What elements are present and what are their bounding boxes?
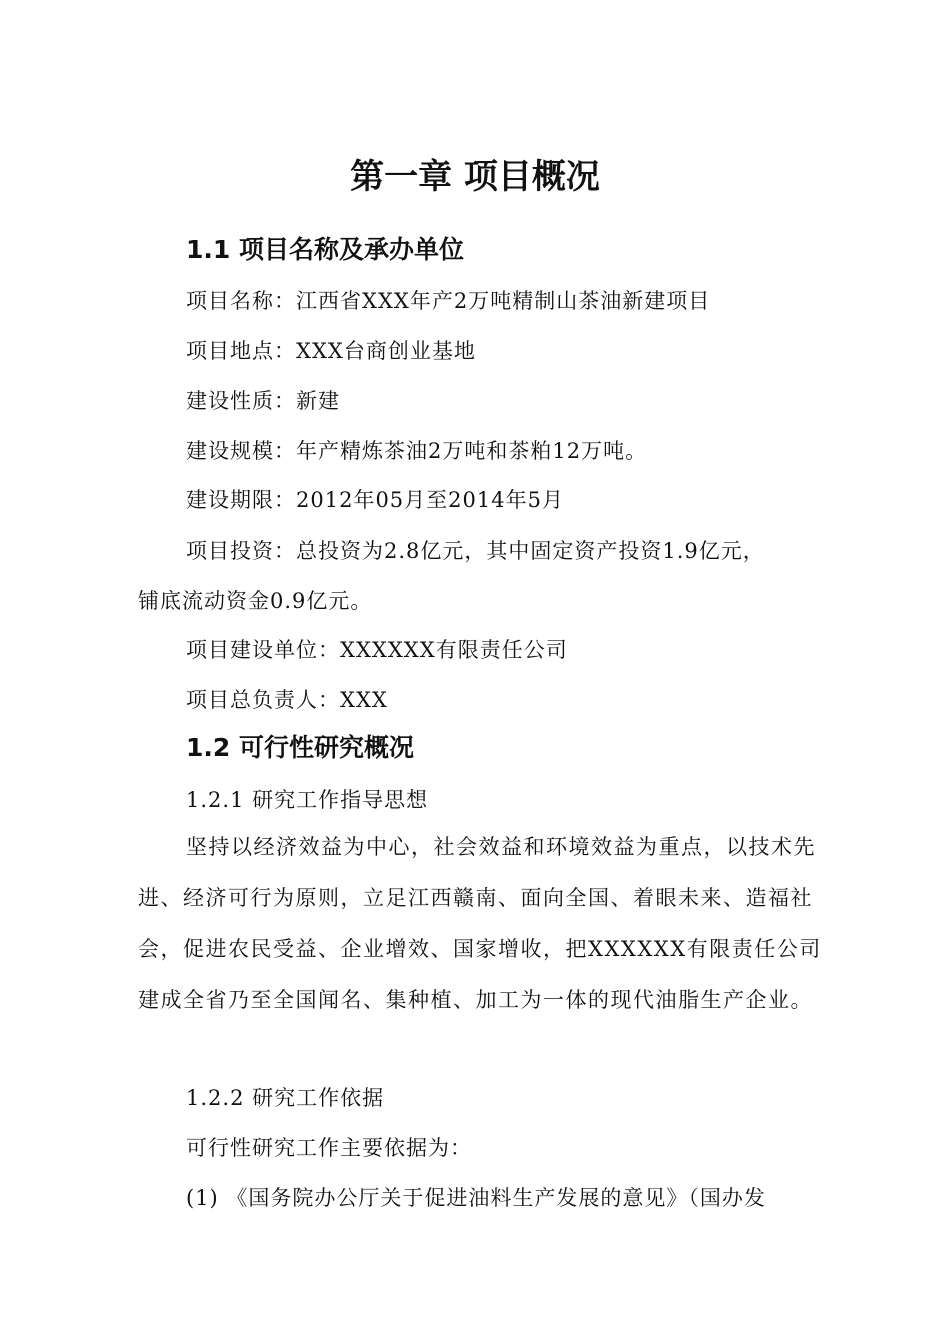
project-investment-line: 项目投资：总投资为2.8亿元，其中固定资产投资1.9亿元， [186,539,765,563]
guiding-thought-paragraph [138,822,838,1026]
project-name-line: 项目名称：江西省XXX年产2万吨精制山茶油新建项目 [186,289,711,313]
guiding-thought-text: 坚持以经济效益为中心，社会效益和环境效益为重点，以技术先进、经济可行为原则，立足江西赣南、面向全国、着眼未来、造福社会，促进农民受益、企业增效、国家增收，把XXXXXX有限责任公司建成全省乃至全国闻名、集种植、加工为一体的现代油脂生产企业。 [138,835,822,1012]
section-heading-1-2: 1.2 可行性研究概况 [186,733,414,762]
subsection-heading-1-2-1: 1.2.1 研究工作指导思想 [186,788,429,812]
chapter-title: 第一章 项目概况 [350,157,600,197]
basis-item-1: (1) 《国务院办公厅关于促进油料生产发展的意见》（国办发 [186,1186,766,1210]
construction-period-line: 建设期限：2012年05月至2014年5月 [186,488,564,512]
construction-unit-line: 项目建设单位：XXXXXX有限责任公司 [186,638,568,662]
project-investment-continuation: 铺底流动资金0.9亿元。 [138,589,373,613]
construction-nature-line: 建设性质：新建 [186,389,340,413]
construction-scale-line: 建设规模：年产精炼茶油2万吨和茶粕12万吨。 [186,439,648,463]
basis-intro-line: 可行性研究工作主要依据为： [186,1136,472,1160]
subsection-heading-1-2-2: 1.2.2 研究工作依据 [186,1086,385,1110]
project-leader-line: 项目总负责人：XXX [186,688,388,712]
project-location-line: 项目地点：XXX台商创业基地 [186,339,476,363]
section-heading-1-1: 1.1 项目名称及承办单位 [186,235,464,264]
